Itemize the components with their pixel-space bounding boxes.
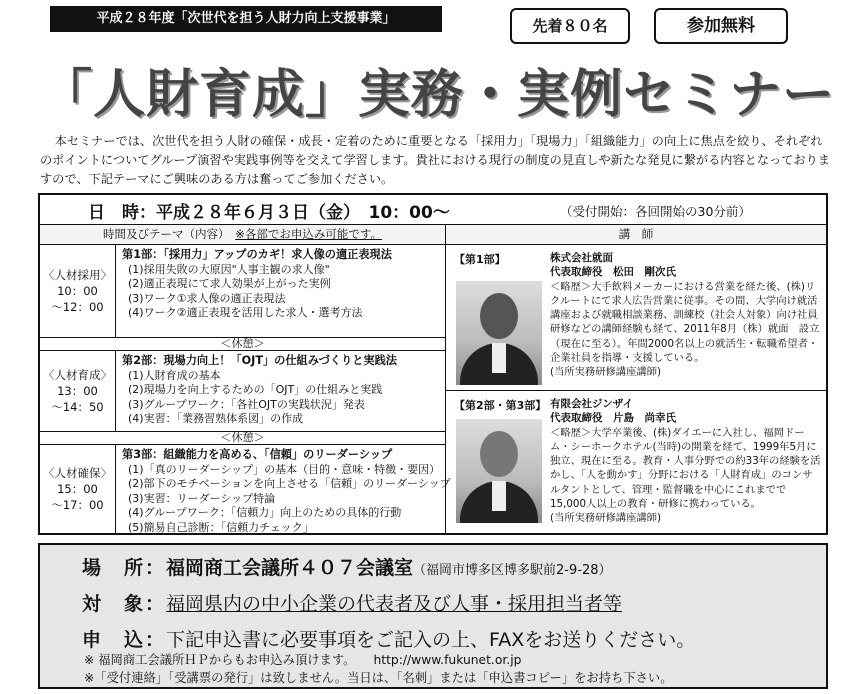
capacity-badge: 先着８０名 (510, 8, 630, 44)
list-item: (4)グループワーク：「信頼力」向上のための具体的行動 (128, 506, 402, 520)
seminar-title: 「人財育成」実務・実例セミナー (40, 65, 836, 125)
apply-label: 申 込： (82, 629, 167, 651)
list-item: (4)実習：「業務習熟体系図」の作成 (128, 412, 304, 426)
list-item: (3)ワーク①求人像の適正表現法 (128, 291, 286, 305)
target-line (82, 589, 622, 616)
session-title: 第3部：組織能力を高める、「信頼」のリーダーシップ (122, 448, 393, 461)
apply-line (82, 625, 695, 652)
session-time (40, 351, 116, 431)
lecturer-photo (456, 281, 542, 385)
session-end: ～12：00 (51, 300, 104, 314)
lecturer-part-tag: 【第2部・第3部】 (454, 399, 547, 412)
venue-value: 福岡商工会議所４０７会議室 (166, 557, 414, 579)
venue-address: （福岡市博多区博多駅前2-9-28） (413, 563, 612, 578)
target-label: 対 象： (82, 593, 167, 615)
session-time (40, 445, 116, 533)
apply-value: 下記申込書に必要事項をご記入の上、FAXをお送りください。 (166, 629, 696, 651)
event-info-box (38, 543, 828, 689)
free-badge: 参加無料 (654, 8, 788, 44)
column-header-theme-label: 時間及びテーマ（内容） (103, 227, 224, 241)
list-item: (1)人財育成の基本 (128, 368, 221, 382)
session-start: 13：00 (57, 384, 98, 398)
session-part-1 (40, 245, 446, 337)
date-time: 日 時：平成２８年６月３日（金） 10：00～ (88, 203, 450, 223)
session-start: 10：00 (57, 284, 98, 298)
list-item: (3)グループワーク：「各社OJTの実践状況」発表 (128, 397, 365, 411)
online-apply-note (84, 650, 521, 668)
lecturer-affiliation: (当所実務研修講座講師) (550, 366, 662, 379)
lecturer-company: 株式会社就面 (550, 252, 613, 264)
session-start: 15：00 (57, 482, 98, 496)
program-banner: 平成２８年度「次世代を担う人財力向上支援事業」 (50, 6, 442, 32)
lecturer-2 (446, 391, 826, 533)
schedule-table (38, 193, 828, 535)
session-title: 第1部：「採用力」アップのカギ！求人像の適正表現法 (122, 248, 392, 261)
session-end: ～14：50 (51, 400, 104, 414)
list-item: (1)採用失敗の大原因"人事主観の求人像" (128, 262, 330, 276)
session-category: 〈人材確保〉 (43, 466, 112, 480)
lecturer-name: 代表取締役 松田 剛次氏 (550, 266, 676, 279)
column-header-note: ※各部でお申込み可能です。 (235, 227, 382, 241)
session-part-2 (40, 351, 446, 431)
list-item: (2)現場力を向上するための「OJT」の仕組みと実践 (128, 383, 383, 397)
list-item: (5)簡易自己診断：「信頼力チェック」 (128, 520, 314, 534)
break-divider: ＜休憩＞ (40, 431, 446, 445)
session-category: 〈人材育成〉 (43, 368, 112, 382)
session-category: 〈人材採用〉 (43, 268, 112, 282)
target-value: 福岡県内の中小企業の代表者及び人事・採用担当者等 (166, 593, 623, 615)
break-divider: ＜休憩＞ (40, 337, 446, 351)
list-item: (2)適正表現にて求人効果が上がった実例 (128, 277, 331, 291)
website-link[interactable]: http://www.fukunet.or.jp (373, 653, 522, 667)
column-header-lecturer: 講 師 (446, 225, 826, 245)
venue-line (82, 553, 612, 580)
note-text: ※ 福岡商工会議所ＨＰからもお申込み頂けます。 (84, 653, 356, 667)
lecturer-profile: ＜略歴＞大手飲料メーカーにおける営業を経た後、(株)リクルートにて求人広告営業に従事。その間、大学向け就活講座および就職相談業務、訓練校（社会人対象）向け社員研修などの講師経験も経て、2011年8月（株）就面 設立（現在に至る）。年間2000名以上の就活生・転職希望者・企業社員を指導・支援している。 (550, 280, 820, 365)
lecturer-affiliation: (当所実務研修講座講師) (550, 512, 662, 525)
date-row (40, 195, 826, 225)
reception-note: （受付開始：各回開始の30分前） (560, 204, 751, 219)
lecturer-name: 代表取締役 片島 尚幸氏 (550, 412, 676, 425)
column-header-theme (40, 225, 446, 245)
intro-paragraph: 本セミナーでは、次世代を担う人財の確保・成長・定着のために重要となる「採用力」「現場力」「組織能力」の向上に焦点を絞り、それぞれのポイントについてグループ演習や実践事例等を交えて学習します。貴社における現行の制度の見直しや新たな発見に繋がる内容となっておりますので、下記テーマにご興味のある方は奮ってご参加ください。 (40, 134, 830, 186)
list-item: (3)実習：リーダーシップ特論 (128, 491, 276, 505)
lecturer-profile: ＜略歴＞大学卒業後、(株)ダイエーに入社し、福岡ドーム・シーホークホテル(当時)の開業を経て、1999年5月に独立、現在に至る。教育・人事分野での約33年の経験を活かし、「人を動かす」分野における「人財育成」のコンサルタントとして、管理・監督職を中心にこれまでで15,000人以上の教育・研修に携わっている。 (550, 426, 821, 511)
session-end: ～17：00 (51, 498, 104, 512)
lecturer-photo (456, 419, 542, 523)
list-item: (4)ワーク②適正表現を活用した求人・選考方法 (128, 306, 363, 320)
lecturer-company: 有限会社ジンザイ (550, 398, 634, 410)
reception-notice: ※「受付連絡」「受講票の発行」は致しません。当日は、「名刺」または「申込書コピー」をお持ち下さい。 (84, 671, 673, 685)
lecturer-1 (446, 245, 826, 391)
session-title: 第2部：現場力向上！「OJT」の仕組みづくりと実践法 (122, 354, 397, 367)
list-item: (2)部下のモチベーションを向上させる「信頼」のリーダーシップ (128, 477, 451, 491)
session-time (40, 245, 116, 337)
session-part-3 (40, 445, 451, 534)
venue-label: 場 所： (82, 557, 167, 579)
list-item: (1)「真のリーダーシップ」の基本（目的・意味・特徴・要因） (128, 462, 441, 476)
lecturer-part-tag: 【第1部】 (454, 253, 506, 266)
